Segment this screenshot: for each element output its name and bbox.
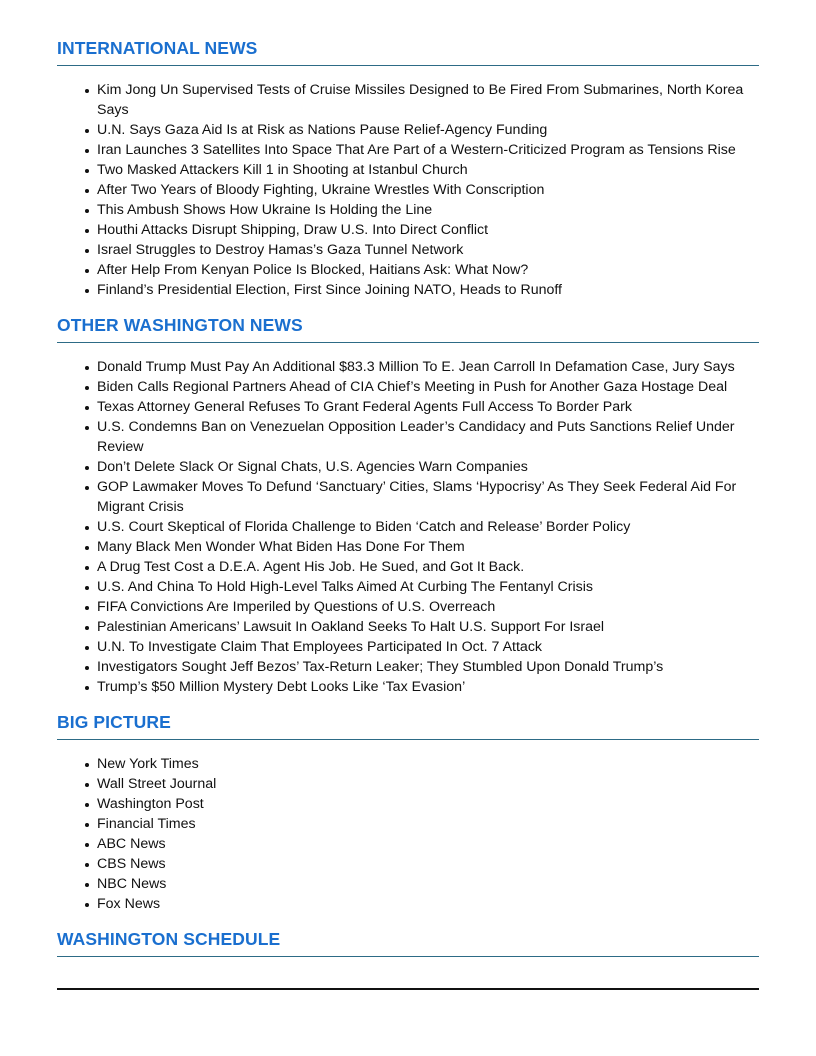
headline-link[interactable]: After Two Years of Bloody Fighting, Ukraine Wrestles With Conscription: [97, 180, 759, 200]
headline-link[interactable]: Houthi Attacks Disrupt Shipping, Draw U.S. Into Direct Conflict: [97, 220, 759, 240]
headline-link[interactable]: U.S. Court Skeptical of Florida Challenge to Biden ‘Catch and Release’ Border Policy: [97, 517, 759, 537]
page-bottom-divider: [57, 988, 759, 990]
headline-link[interactable]: Trump’s $50 Million Mystery Debt Looks Like ‘Tax Evasion’: [97, 677, 759, 697]
headline-link[interactable]: U.N. Says Gaza Aid Is at Risk as Nations Pause Relief-Agency Funding: [97, 120, 759, 140]
section-heading: BIG PICTURE: [57, 712, 759, 740]
headline-link[interactable]: U.N. To Investigate Claim That Employees Participated In Oct. 7 Attack: [97, 637, 759, 657]
headline-link[interactable]: Two Masked Attackers Kill 1 in Shooting at Istanbul Church: [97, 160, 759, 180]
headline-list: [57, 357, 759, 697]
source-link[interactable]: CBS News: [97, 854, 759, 874]
headline-link[interactable]: FIFA Convictions Are Imperiled by Questions of U.S. Overreach: [97, 597, 759, 617]
source-link[interactable]: Financial Times: [97, 814, 759, 834]
source-list: [57, 754, 759, 914]
headline-list: [57, 80, 759, 300]
headline-link[interactable]: Investigators Sought Jeff Bezos’ Tax-Return Leaker; They Stumbled Upon Donald Trump’s: [97, 657, 759, 677]
section-other-washington-news: [57, 315, 759, 697]
headline-link[interactable]: Many Black Men Wonder What Biden Has Done For Them: [97, 537, 759, 557]
source-link[interactable]: ABC News: [97, 834, 759, 854]
headline-link[interactable]: Iran Launches 3 Satellites Into Space That Are Part of a Western-Criticized Program as Tensions Rise: [97, 140, 759, 160]
headline-link[interactable]: This Ambush Shows How Ukraine Is Holding the Line: [97, 200, 759, 220]
section-heading: INTERNATIONAL NEWS: [57, 38, 759, 66]
headline-link[interactable]: Biden Calls Regional Partners Ahead of CIA Chief’s Meeting in Push for Another Gaza Hostage Deal: [97, 377, 759, 397]
headline-link[interactable]: Texas Attorney General Refuses To Grant Federal Agents Full Access To Border Park: [97, 397, 759, 417]
headline-link[interactable]: After Help From Kenyan Police Is Blocked, Haitians Ask: What Now?: [97, 260, 759, 280]
headline-link[interactable]: A Drug Test Cost a D.E.A. Agent His Job. He Sued, and Got It Back.: [97, 557, 759, 577]
source-link[interactable]: NBC News: [97, 874, 759, 894]
source-link[interactable]: Wall Street Journal: [97, 774, 759, 794]
headline-link[interactable]: Donald Trump Must Pay An Additional $83.3 Million To E. Jean Carroll In Defamation Case, Jury Says: [97, 357, 759, 377]
section-heading: WASHINGTON SCHEDULE: [57, 929, 759, 957]
section-washington-schedule: [57, 929, 759, 957]
source-link[interactable]: Fox News: [97, 894, 759, 914]
headline-link[interactable]: Israel Struggles to Destroy Hamas’s Gaza Tunnel Network: [97, 240, 759, 260]
headline-link[interactable]: Don’t Delete Slack Or Signal Chats, U.S. Agencies Warn Companies: [97, 457, 759, 477]
section-international-news: [57, 38, 759, 300]
headline-link[interactable]: Kim Jong Un Supervised Tests of Cruise Missiles Designed to Be Fired From Submarines, North Korea Says: [97, 80, 759, 120]
headline-link[interactable]: U.S. And China To Hold High-Level Talks Aimed At Curbing The Fentanyl Crisis: [97, 577, 759, 597]
headline-link[interactable]: Palestinian Americans’ Lawsuit In Oakland Seeks To Halt U.S. Support For Israel: [97, 617, 759, 637]
headline-link[interactable]: GOP Lawmaker Moves To Defund ‘Sanctuary’ Cities, Slams ‘Hypocrisy’ As They Seek Federal Aid For Migrant Crisis: [97, 477, 759, 517]
section-big-picture: [57, 712, 759, 914]
headline-link[interactable]: Finland’s Presidential Election, First Since Joining NATO, Heads to Runoff: [97, 280, 759, 300]
source-link[interactable]: Washington Post: [97, 794, 759, 814]
source-link[interactable]: New York Times: [97, 754, 759, 774]
section-heading: OTHER WASHINGTON NEWS: [57, 315, 759, 343]
headline-link[interactable]: U.S. Condemns Ban on Venezuelan Opposition Leader’s Candidacy and Puts Sanctions Relief Under Review: [97, 417, 759, 457]
